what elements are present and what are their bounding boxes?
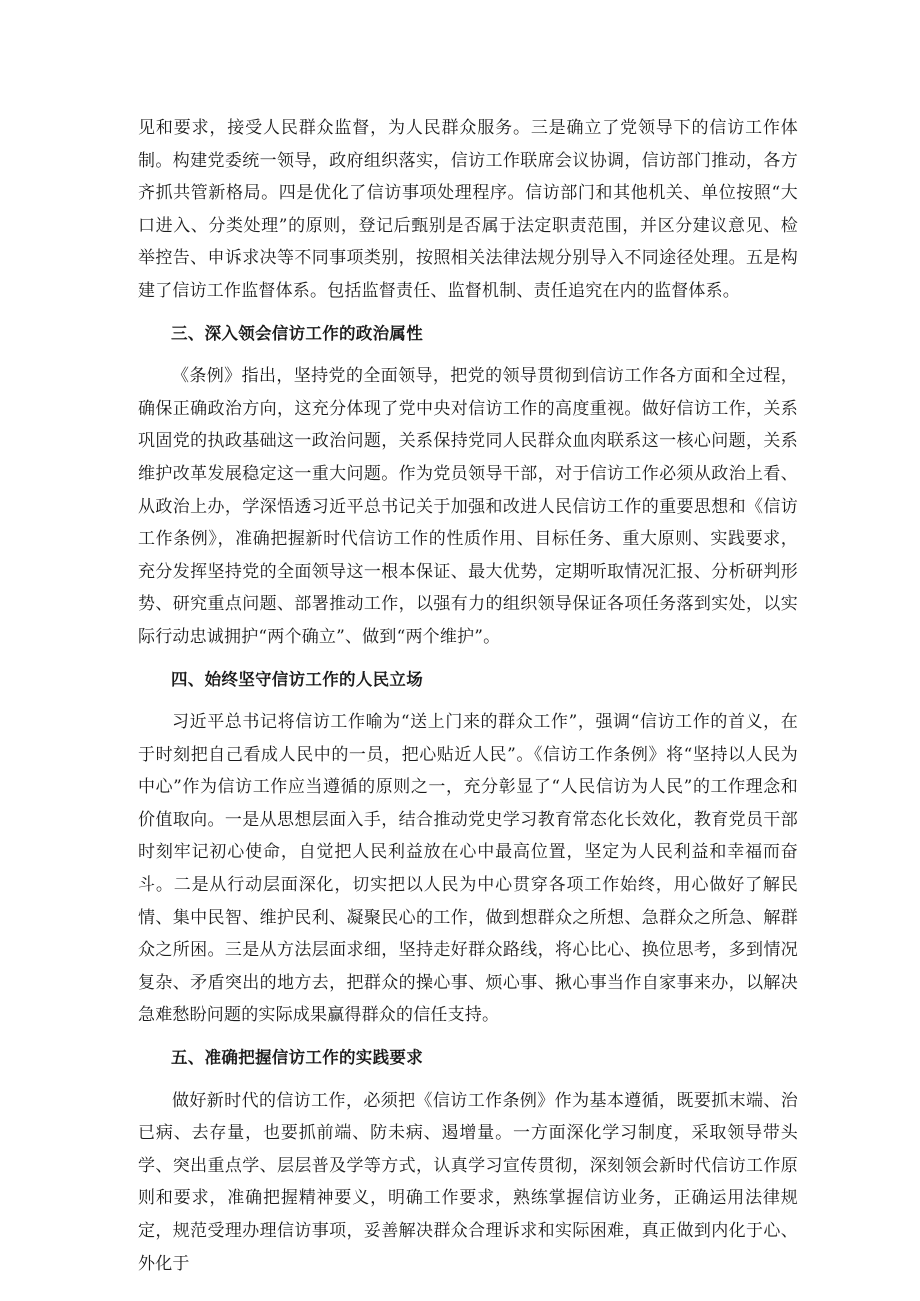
section-heading-3: 三、深入领会信访工作的政治属性 (171, 323, 423, 343)
section-heading-5: 五、准确把握信访工作的实践要求 (171, 1048, 423, 1068)
paragraph-section-5: 做好新时代的信访工作，必须把《信访工作条例》作为基本遵循，既要抓末端、治已病、去存量，也要抓前端、防未病、遏增量。一方面深化学习制度，采取领导带头学、突出重点学、层层普及学等方式，认真学习宣传贯彻，深刻领会新时代信访工作原则和要求，准确把握精神要义，明确工作要求，熟练掌握信访业务，正确运用法律规定，规范受理办理信访事项，妥善解决群众合理诉求和实际困难，真正做到内化于心、外化于 (138, 1090, 798, 1274)
section-heading-4: 四、始终坚守信访工作的人民立场 (171, 669, 423, 689)
paragraph-section-4: 习近平总书记将信访工作喻为“送上门来的群众工作”，强调“信访工作的首义，在于时刻把自己看成人民中的一员，把心贴近人民”。《信访工作条例》将“坚持以人民为中心”作为信访工作应当遵循的原则之一，充分彰显了“人民信访为人民”的工作理念和价值取向。一是从思想层面入手，结合推动党史学习教育常态化长效化，教育党员干部时刻牢记初心使命，自觉把人民利益放在心中最高位置，坚定为人民利益和幸福而奋斗。二是从行动层面深化，切实把以人民为中心贯穿各项工作始终，用心做好了解民情、集中民智、维护民利、凝聚民心的工作，做到想群众之所想、急群众之所急、解群众之所困。三是从方法层面求细，坚持走好群众路线，将心比心、换位思考，多到情况复杂、矛盾突出的地方去，把群众的操心事、烦心事、揪心事当作自家事来办，以解决急难愁盼问题的实际成果赢得群众的信任支持。 (138, 712, 798, 1026)
document-page (138, 112, 798, 1280)
paragraph-intro: 见和要求，接受人民群众监督，为人民群众服务。三是确立了党领导下的信访工作体制。构建党委统一领导，政府组织落实，信访工作联席会议协调，信访部门推动，各方齐抓共管新格局。四是优化了信访事项处理程序。信访部门和其他机关、单位按照“大口进入、分类处理”的原则，登记后甄别是否属于法定职责范围，并区分建议意见、检举控告、申诉求决等不同事项类别，按照相关法律法规分别导入不同途径处理。五是构建了信访工作监督体系。包括监督责任、监督机制、责任追究在内的监督体系。 (138, 118, 798, 301)
paragraph-section-3: 《条例》指出，坚持党的全面领导，把党的领导贯彻到信访工作各方面和全过程，确保正确政治方向，这充分体现了党中央对信访工作的高度重视。做好信访工作，关系巩固党的执政基础这一政治问题，关系保持党同人民群众血肉联系这一核心问题，关系维护改革发展稳定这一重大问题。作为党员领导干部，对于信访工作必须从政治上看、从政治上办，学深悟透习近平总书记关于加强和改进人民信访工作的重要思想和《信访工作条例》，准确把握新时代信访工作的性质作用、目标任务、重大原则、实践要求，充分发挥坚持党的全面领导这一根本保证、最大优势，定期听取情况汇报、分析研判形势、研究重点问题、部署推动工作，以强有力的组织领导保证各项任务落到实处，以实际行动忠诚拥护“两个确立”、做到“两个维护”。 (138, 366, 798, 647)
